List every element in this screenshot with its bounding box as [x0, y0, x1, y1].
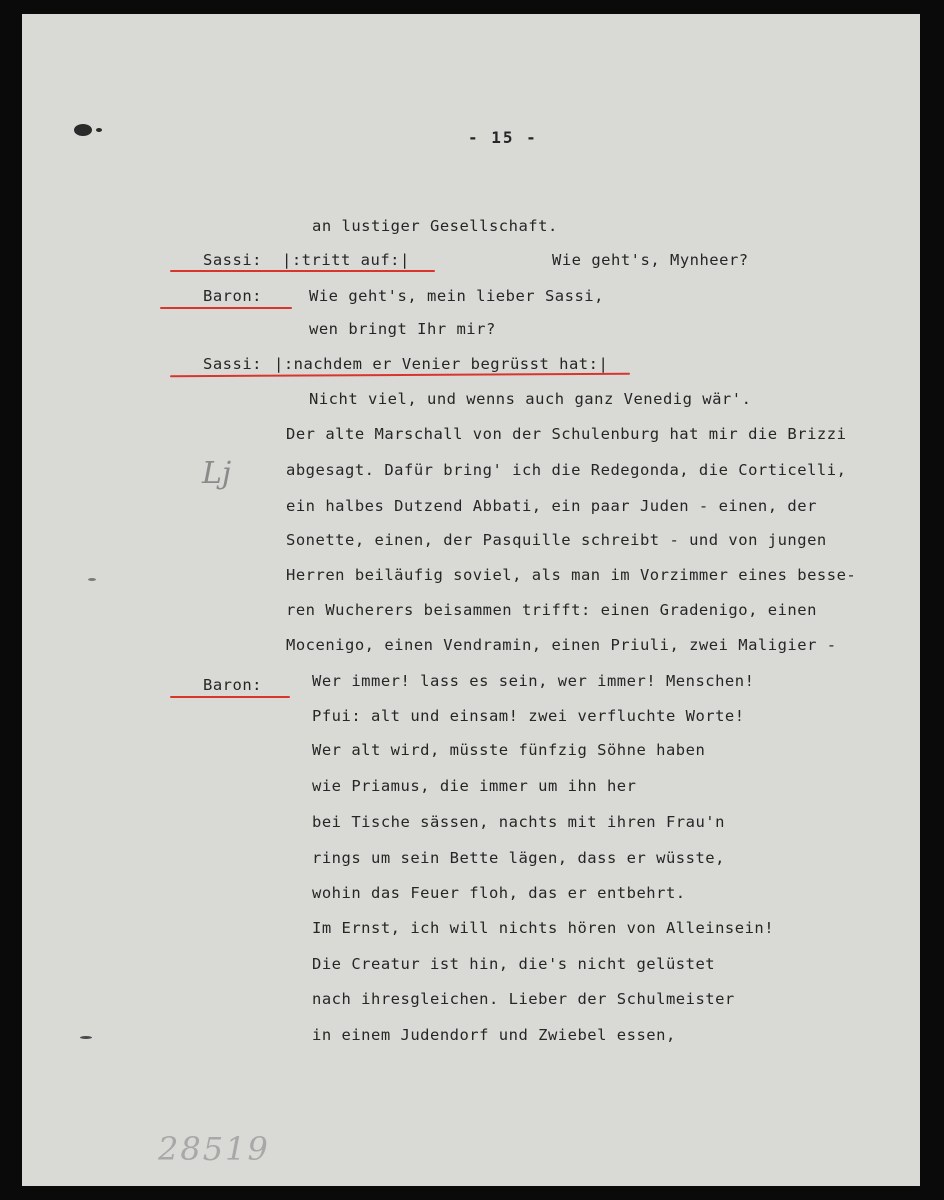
red-underline: [170, 696, 290, 698]
text-line: wen bringt Ihr mir?: [309, 320, 496, 338]
speaker-label: Sassi:: [203, 251, 262, 269]
text-line: Nicht viel, und wenns auch ganz Venedig wär'.: [309, 390, 752, 408]
archive-number: 28519: [158, 1130, 270, 1168]
stage-direction: |:tritt auf:|: [282, 251, 410, 269]
text-line: Wer alt wird, müsste fünfzig Söhne haben: [312, 741, 706, 759]
stage-direction: |:nachdem er Venier begrüsst hat:|: [274, 355, 609, 373]
red-underline: [170, 270, 435, 272]
text-line: Wie geht's, Mynheer?: [552, 251, 749, 269]
text-line: an lustiger Gesellschaft.: [312, 217, 558, 235]
text-line: rings um sein Bette lägen, dass er wüsste,: [312, 849, 725, 867]
margin-speck: [88, 578, 96, 581]
text-line: wie Priamus, die immer um ihn her: [312, 777, 637, 795]
text-line: ein halbes Dutzend Abbati, ein paar Juden - einen, der: [286, 497, 817, 515]
text-line: Die Creatur ist hin, die's nicht gelüstet: [312, 955, 716, 973]
text-line: Mocenigo, einen Vendramin, einen Priuli, zwei Maligier -: [286, 636, 837, 654]
margin-speck: [96, 128, 102, 132]
text-line: Sonette, einen, der Pasquille schreibt - und von jungen: [286, 531, 827, 549]
text-line: Pfui: alt und einsam! zwei verfluchte Worte!: [312, 707, 745, 725]
speaker-label: Sassi:: [203, 355, 262, 373]
text-line: Im Ernst, ich will nichts hören von Alleinsein!: [312, 919, 775, 937]
text-line: Wer immer! lass es sein, wer immer! Menschen!: [312, 672, 755, 690]
text-line: ren Wucherers beisammen trifft: einen Gradenigo, einen: [286, 601, 817, 619]
text-line: abgesagt. Dafür bring' ich die Redegonda, die Corticelli,: [286, 461, 847, 479]
red-underline: [160, 307, 292, 309]
speaker-label: Baron:: [203, 287, 262, 305]
text-line: Der alte Marschall von der Schulenburg hat mir die Brizzi: [286, 425, 847, 443]
text-line: Herren beiläufig soviel, als man im Vorzimmer eines besse-: [286, 566, 857, 584]
page-number: - 15 -: [468, 128, 538, 147]
text-line: wohin das Feuer floh, das er entbehrt.: [312, 884, 686, 902]
text-line: in einem Judendorf und Zwiebel essen,: [312, 1026, 676, 1044]
margin-speck: [80, 1036, 92, 1039]
speaker-label: Baron:: [203, 676, 262, 694]
typewritten-page: [22, 14, 920, 1186]
text-line: Wie geht's, mein lieber Sassi,: [309, 287, 604, 305]
punch-hole-mark: [74, 124, 92, 136]
text-line: bei Tische sässen, nachts mit ihren Frau'n: [312, 813, 725, 831]
text-line: nach ihresgleichen. Lieber der Schulmeister: [312, 990, 735, 1008]
pencil-annotation: Lj: [202, 456, 232, 491]
